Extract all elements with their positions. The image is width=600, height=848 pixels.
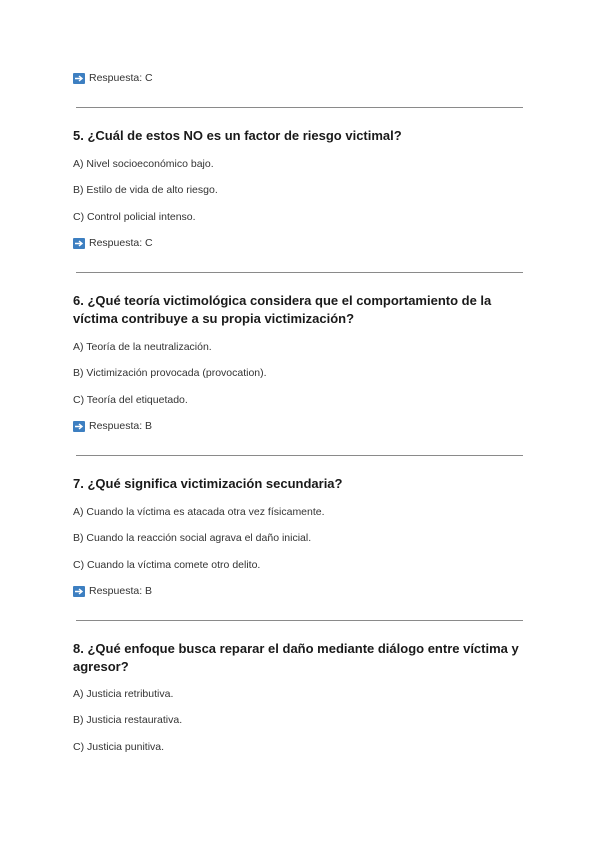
question-title: 6. ¿Qué teoría victimológica considera que el comportamiento de la víctima contribuye a su propia victimización?	[73, 293, 492, 326]
answer-label: Respuesta:	[89, 420, 143, 432]
answer-line	[73, 236, 153, 250]
divider	[76, 107, 523, 108]
answer-value: B	[145, 420, 153, 432]
option-c: C) Justicia punitiva.	[73, 741, 165, 753]
option-a: A) Teoría de la neutralización.	[73, 341, 212, 353]
answer-label: Respuesta:	[89, 72, 143, 84]
arrow-right-icon	[73, 238, 85, 249]
option-a: A) Cuando la víctima es atacada otra vez físicamente.	[73, 506, 325, 518]
divider	[76, 455, 523, 456]
answer-label: Respuesta:	[89, 237, 143, 249]
option-a: A) Justicia retributiva.	[73, 688, 174, 700]
answer-line	[73, 584, 152, 598]
option-b: B) Victimización provocada (provocation).	[73, 367, 267, 379]
option-b: B) Estilo de vida de alto riesgo.	[73, 184, 218, 196]
arrow-right-icon	[73, 73, 85, 84]
divider	[76, 272, 523, 273]
question-title: 8. ¿Qué enfoque busca reparar el daño mediante diálogo entre víctima y agresor?	[73, 641, 519, 674]
option-b: B) Justicia restaurativa.	[73, 714, 183, 726]
option-a: A) Nivel socioeconómico bajo.	[73, 158, 214, 170]
answer-value: B	[145, 585, 153, 597]
option-c: C) Cuando la víctima comete otro delito.	[73, 559, 261, 571]
answer-label: Respuesta:	[89, 585, 143, 597]
question-title: 5. ¿Cuál de estos NO es un factor de riesgo victimal?	[73, 128, 402, 143]
arrow-right-icon	[73, 421, 85, 432]
option-c: C) Teoría del etiquetado.	[73, 394, 188, 406]
arrow-right-icon	[73, 586, 85, 597]
option-c: C) Control policial intenso.	[73, 211, 196, 223]
answer-line	[73, 419, 152, 433]
divider	[76, 620, 523, 621]
answer-value: C	[145, 72, 153, 84]
question-title: 7. ¿Qué significa victimización secundaria?	[73, 476, 343, 491]
option-b: B) Cuando la reacción social agrava el daño inicial.	[73, 532, 312, 544]
answer-line	[73, 71, 153, 85]
answer-value: C	[145, 237, 153, 249]
